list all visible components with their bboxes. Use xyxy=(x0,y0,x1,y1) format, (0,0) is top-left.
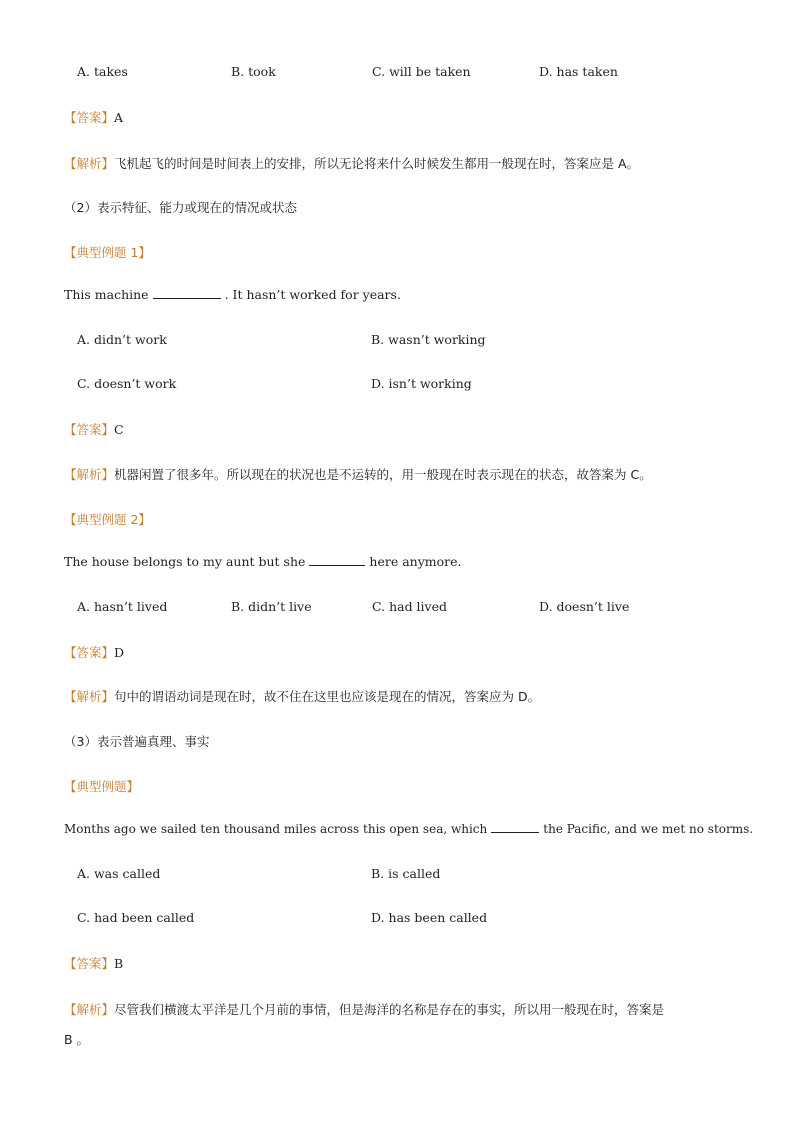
stem-after: . It hasn’t worked for years. xyxy=(224,287,401,302)
answer-line xyxy=(64,644,124,662)
answer-value: D xyxy=(114,645,125,660)
analysis-text: 尽管我们横渡太平洋是几个月前的事情，但是海洋的名称是存在的事实，所以用一般现在时，答案是 xyxy=(114,1002,665,1017)
option-d: D. has taken xyxy=(539,64,618,79)
option-b: B. didn’t live xyxy=(231,599,312,614)
analysis-tag: 【解析】 xyxy=(64,1002,115,1017)
answer-tag: 【答案】 xyxy=(64,422,115,437)
example-tag-3: 【典型例题】 xyxy=(64,779,140,794)
option-c: C. had lived xyxy=(372,599,447,614)
question-stem-1 xyxy=(64,286,401,304)
answer-line xyxy=(64,109,123,127)
example-tag-2: 【典型例题 2】 xyxy=(64,512,151,527)
answer-line xyxy=(64,421,124,439)
stem-after: here anymore. xyxy=(369,554,462,569)
example-tag-1: 【典型例题 1】 xyxy=(64,245,151,260)
question-stem-3 xyxy=(64,820,753,838)
option-c: C. will be taken xyxy=(372,64,471,79)
answer-tag: 【答案】 xyxy=(64,956,115,971)
analysis-text: 机器闲置了很多年。所以现在的状况也是不运转的，用一般现在时表示现在的状态，故答案为 C。 xyxy=(114,467,652,482)
answer-tag: 【答案】 xyxy=(64,645,115,660)
stem-before: The house belongs to my aunt but she xyxy=(64,554,306,569)
answer-value: B xyxy=(114,956,124,971)
option-d: D. doesn’t live xyxy=(539,599,630,614)
option-a: A. was called xyxy=(77,866,161,881)
answer-blank xyxy=(309,553,365,566)
stem-before: Months ago we sailed ten thousand miles across this open sea, which xyxy=(64,822,488,836)
option-a: A. takes xyxy=(77,64,128,79)
analysis-tag: 【解析】 xyxy=(64,467,115,482)
analysis-continuation: B 。 xyxy=(64,1032,90,1047)
option-b: B. wasn’t working xyxy=(371,332,486,347)
answer-tag: 【答案】 xyxy=(64,110,115,125)
option-a: A. hasn’t lived xyxy=(77,599,168,614)
option-c: C. doesn’t work xyxy=(77,376,177,391)
analysis-tag: 【解析】 xyxy=(64,689,115,704)
stem-after: the Pacific, and we met no storms. xyxy=(543,822,754,836)
option-b: B. took xyxy=(231,64,276,79)
option-c: C. had been called xyxy=(77,910,195,925)
answer-value: A xyxy=(114,110,124,125)
analysis-line xyxy=(64,688,540,706)
option-d: D. isn’t working xyxy=(371,376,472,391)
analysis-line xyxy=(64,155,639,173)
question-stem-2 xyxy=(64,553,462,571)
answer-blank xyxy=(153,286,221,299)
stem-before: This machine xyxy=(64,287,149,302)
analysis-line xyxy=(64,1001,664,1019)
option-d: D. has been called xyxy=(371,910,488,925)
option-b: B. is called xyxy=(371,866,441,881)
analysis-line xyxy=(64,466,652,484)
analysis-tag: 【解析】 xyxy=(64,156,115,171)
answer-blank xyxy=(491,820,539,833)
answer-line xyxy=(64,955,123,973)
answer-value: C xyxy=(114,422,124,437)
option-a: A. didn’t work xyxy=(77,332,167,347)
section-heading-2: （2）表示特征、能力或现在的情况或状态 xyxy=(64,200,297,215)
analysis-text: 飞机起飞的时间是时间表上的安排，所以无论将来什么时候发生都用一般现在时，答案应是 A。 xyxy=(114,156,640,171)
analysis-text: 句中的谓语动词是现在时，故不住在这里也应该是现在的情况，答案应为 D。 xyxy=(114,689,541,704)
section-heading-3: （3）表示普遍真理、事实 xyxy=(64,734,210,749)
